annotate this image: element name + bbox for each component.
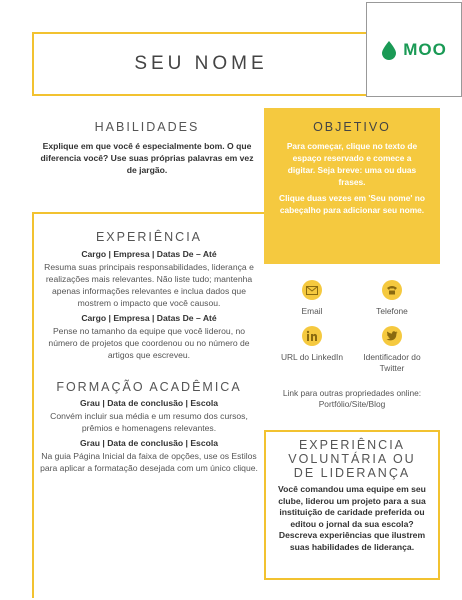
linkedin-icon — [302, 326, 322, 346]
moo-logo — [366, 2, 462, 97]
volunteer-section — [264, 430, 440, 580]
name-header — [32, 32, 368, 96]
experience-item-text[interactable]: Pense no tamanho da equipe que você liderou, no número de projetos que coordenou ou no número de artigos que escreveu. — [48, 326, 250, 360]
contact-twitter[interactable] — [352, 326, 432, 374]
phone-icon — [382, 280, 402, 300]
experience-item-text[interactable]: Resuma suas principais responsabilidades, liderança e realizações mais relevantes. Não liste tudo; mantenha apenas informações relevantes e inclua dados que mostrem o impacto que você causou. — [44, 262, 254, 308]
contact-label: URL do LinkedIn — [280, 352, 344, 362]
email-icon — [302, 280, 322, 300]
contact-label: Identificador do Twitter — [363, 352, 421, 373]
volunteer-text[interactable]: Você comandou uma equipe em seu clube, liderou um projeto para a sua instituição de caridade preferida ou editou o jornal da sua escola? Descreva experiências que ilustrem suas habilidades de liderança. — [278, 484, 426, 552]
experience-section — [40, 230, 258, 361]
experience-education-box — [32, 212, 264, 598]
objective-text-1[interactable]: Para começar, clique no texto de espaço reservado e comece a digitar. Seja breve: uma ou duas frases. — [286, 141, 418, 187]
education-item-heading[interactable]: Grau | Data de conclusão | Escola — [79, 438, 219, 448]
drop-icon — [381, 40, 397, 60]
education-item-heading[interactable]: Grau | Data de conclusão | Escola — [79, 398, 219, 408]
education-item-text[interactable]: Na guia Página Inicial da faixa de opções, use os Estilos para aplicar a formatação desejada com um único clique. — [40, 451, 258, 473]
contact-label: Telefone — [376, 306, 408, 316]
contact-linkedin[interactable] — [272, 326, 352, 363]
contact-phone[interactable] — [352, 280, 432, 317]
experience-item-heading[interactable]: Cargo | Empresa | Datas De – Até — [81, 249, 217, 259]
skills-text[interactable]: Explique em que você é especialmente bom. O que diferencia você? Use suas próprias palavras em vez de jargão. — [40, 141, 254, 175]
contact-label: Email — [301, 306, 323, 316]
objective-section — [264, 108, 440, 264]
experience-item-heading[interactable]: Cargo | Empresa | Datas De – Até — [81, 313, 217, 323]
skills-section — [40, 120, 254, 176]
twitter-icon — [382, 326, 402, 346]
logo-text: MOO — [403, 39, 447, 59]
objective-title: OBJETIVO — [313, 120, 391, 134]
resume-name[interactable]: SEU NOME — [134, 53, 268, 74]
objective-text-2[interactable]: Clique duas vezes em 'Seu nome' no cabeçalho para adicionar seu nome. — [279, 193, 425, 215]
education-section — [40, 380, 258, 474]
experience-title: EXPERIÊNCIA — [95, 230, 203, 244]
contact-email[interactable] — [272, 280, 352, 317]
other-links[interactable]: Link para outras propriedades online: Portfólio/Site/Blog — [282, 388, 422, 409]
education-item-text[interactable]: Convém incluir sua média e um resumo dos cursos, prêmios e homenagens relevantes. — [50, 411, 248, 433]
volunteer-title: EXPERIÊNCIA VOLUNTÁRIA OU DE LIDERANÇA — [288, 438, 416, 480]
contact-section — [272, 280, 432, 420]
education-title: FORMAÇÃO ACADÊMICA — [56, 380, 242, 394]
skills-title: HABILIDADES — [94, 120, 200, 134]
